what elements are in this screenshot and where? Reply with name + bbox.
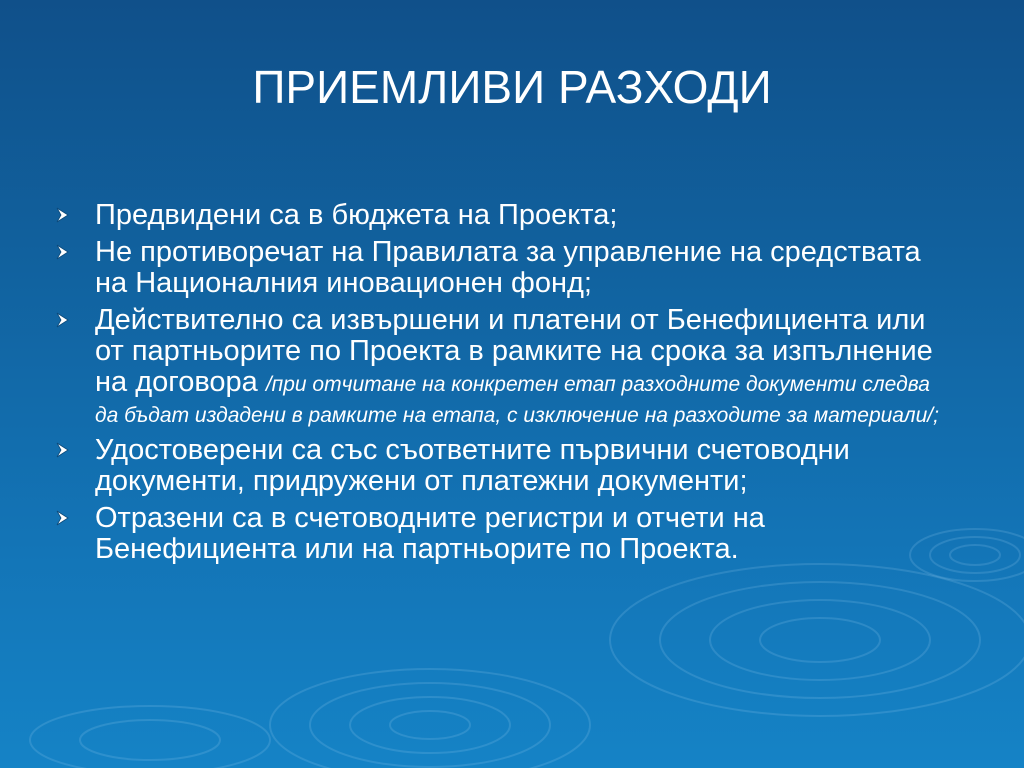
bullet-text: Не противоречат на Правилата за управление на средствата на Националния иновационен фонд; — [95, 236, 921, 299]
bullet-list — [55, 200, 955, 571]
bullet-text: Удостоверени са със съответните първични счетоводни документи, придружени от платежни документи; — [95, 434, 850, 497]
chevron-right-arrow-icon — [55, 509, 71, 527]
slide-title: ПРИЕМЛИВИ РАЗХОДИ — [252, 61, 772, 113]
bullet-text: Отразени са в счетоводните регистри и отчети на Бенефициента или на партньорите по Проекта. — [95, 502, 765, 565]
bullet-text: Действително са извършени и платени от Бенефициента или от партньорите по Проекта в рамките на срока за изпълнение на договора — [95, 304, 933, 398]
bullet-item — [55, 503, 955, 565]
bullet-item — [55, 305, 955, 429]
bullet-note: /при отчитане на конкретен етап разходните документи следва да бъдат издадени в рамките на етапа, с изключение на разходите за материали/; — [95, 373, 939, 427]
chevron-right-arrow-icon — [55, 206, 71, 224]
bullet-item — [55, 237, 955, 299]
bullet-text: Предвидени са в бюджета на Проекта; — [95, 199, 618, 231]
chevron-right-arrow-icon — [55, 311, 71, 329]
bullet-item — [55, 200, 955, 231]
bullet-item — [55, 435, 955, 497]
chevron-right-arrow-icon — [55, 441, 71, 459]
chevron-right-arrow-icon — [55, 243, 71, 261]
